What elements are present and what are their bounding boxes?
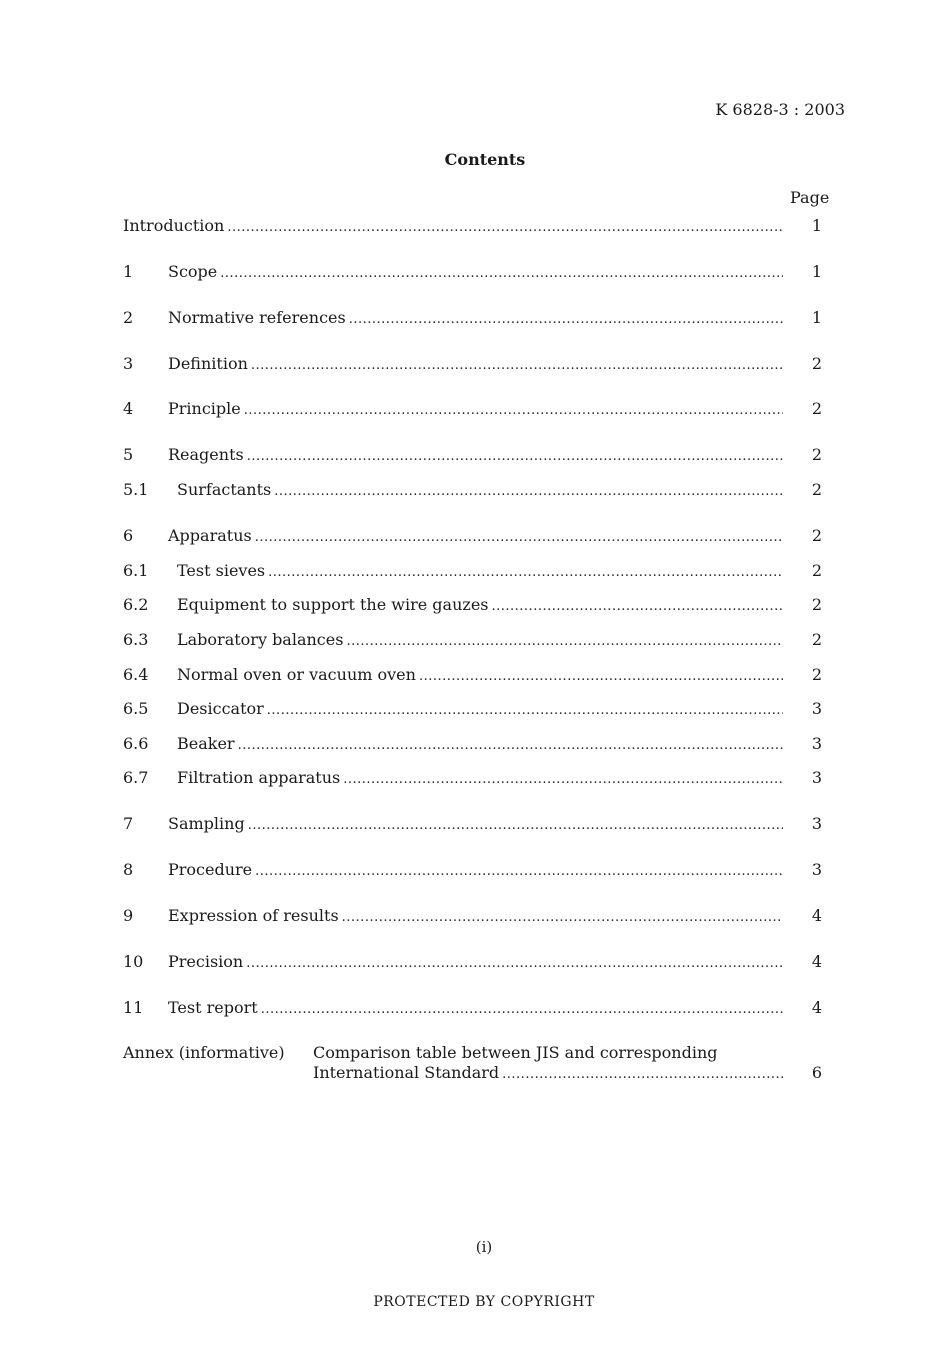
leader-dots <box>419 669 783 684</box>
toc-entry-procedure[interactable] <box>123 860 845 884</box>
annex-prefix: Annex (informative) <box>123 1043 285 1062</box>
toc-entry-page: 4 <box>811 998 822 1017</box>
copyright-notice: PROTECTED BY COPYRIGHT <box>373 1294 595 1310</box>
leader-dots <box>251 358 783 373</box>
toc-entry-number: 6.5 <box>123 699 149 718</box>
annex-title-line-1: Comparison table between JIS and corresponding <box>313 1043 718 1062</box>
toc-entry-definition[interactable] <box>123 354 845 378</box>
toc-entry-page: 6 <box>811 1063 822 1082</box>
toc-entry-page: 3 <box>811 768 822 787</box>
toc-entry-label: Normative references <box>168 308 349 327</box>
toc-entry-test-sieves[interactable] <box>123 561 845 585</box>
leader-dots <box>227 220 783 235</box>
leader-dots <box>255 530 783 545</box>
toc-entry-number: 6.2 <box>123 595 149 614</box>
toc-entry-label: Sampling <box>168 814 248 833</box>
toc-entry-number: 3 <box>123 354 134 373</box>
leader-dots <box>248 818 783 833</box>
toc-entry-label: Procedure <box>168 860 255 879</box>
page-title: Contents <box>444 150 526 169</box>
leader-dots <box>274 484 783 499</box>
leader-dots <box>492 599 784 614</box>
leader-dots <box>502 1067 783 1082</box>
page-number: (i) <box>475 1238 493 1256</box>
leader-dots <box>267 703 783 718</box>
toc-entry-label: Apparatus <box>168 526 255 545</box>
toc-entry-number: 5.1 <box>123 480 149 499</box>
toc-entry-test-report[interactable] <box>123 998 845 1022</box>
toc-entry-page: 3 <box>811 814 822 833</box>
leader-dots <box>255 864 783 879</box>
toc-entry-label: Scope <box>168 262 220 281</box>
toc-entry-page: 1 <box>811 262 822 281</box>
toc-entry-label: Definition <box>168 354 251 373</box>
toc-entry-label: Equipment to support the wire gauzes <box>177 595 492 614</box>
toc-entry-precision[interactable] <box>123 952 845 976</box>
toc-entry-label: Laboratory balances <box>177 630 346 649</box>
toc-entry-desiccator[interactable] <box>123 699 845 723</box>
toc-entry-apparatus[interactable] <box>123 526 845 550</box>
toc-entry-page: 2 <box>811 630 822 649</box>
toc-entry-page: 4 <box>811 952 822 971</box>
toc-entry-scope[interactable] <box>123 262 845 286</box>
document-id: K 6828-3 : 2003 <box>715 100 845 119</box>
toc-entry-number: 6.3 <box>123 630 149 649</box>
toc-entry-label: Test sieves <box>177 561 268 580</box>
toc-entry-number: 11 <box>123 998 144 1017</box>
toc-entry-number: 1 <box>123 262 134 281</box>
page-column-label: Page <box>790 188 830 207</box>
toc-entry-page: 4 <box>811 906 822 925</box>
toc-entry-number: 7 <box>123 814 134 833</box>
toc-entry-beaker[interactable] <box>123 734 845 758</box>
toc-entry-page: 2 <box>811 445 822 464</box>
toc-entry-annex[interactable] <box>123 1043 845 1091</box>
toc-entry-label: Reagents <box>168 445 247 464</box>
toc-entry-number: 10 <box>123 952 144 971</box>
toc-entry-page: 3 <box>811 860 822 879</box>
toc-entry-number: 6.7 <box>123 768 149 787</box>
toc-entry-wire-gauze-equipment[interactable] <box>123 595 845 619</box>
leader-dots <box>261 1002 783 1017</box>
toc-entry-normative-references[interactable] <box>123 308 845 332</box>
toc-entry-page: 2 <box>811 595 822 614</box>
toc-entry-page: 2 <box>811 665 822 684</box>
toc-entry-expression-of-results[interactable] <box>123 906 845 930</box>
toc-entry-label: Beaker <box>177 734 238 753</box>
leader-dots <box>247 449 783 464</box>
toc-entry-page: 1 <box>811 308 822 327</box>
toc-entry-principle[interactable] <box>123 399 845 423</box>
toc-entry-number: 6 <box>123 526 134 545</box>
toc-entry-sampling[interactable] <box>123 814 845 838</box>
leader-dots <box>343 772 783 787</box>
toc-entry-label: Normal oven or vacuum oven <box>177 665 419 684</box>
toc-entry-reagents[interactable] <box>123 445 845 469</box>
toc-entry-page: 1 <box>811 216 822 235</box>
toc-entry-number: 6.4 <box>123 665 149 684</box>
toc-entry-label: Surfactants <box>177 480 274 499</box>
toc-entry-label: Filtration apparatus <box>177 768 343 787</box>
toc-entry-label: Principle <box>168 399 244 418</box>
toc-entry-label: Expression of results <box>168 906 342 925</box>
leader-dots <box>268 565 783 580</box>
toc-entry-page: 3 <box>811 699 822 718</box>
leader-dots <box>342 910 783 925</box>
toc-entry-oven[interactable] <box>123 665 845 689</box>
toc-entry-label: Precision <box>168 952 246 971</box>
toc-entry-number: 6.1 <box>123 561 149 580</box>
toc-entry-page: 3 <box>811 734 822 753</box>
toc-entry-filtration-apparatus[interactable] <box>123 768 845 792</box>
toc-entry-number: 8 <box>123 860 134 879</box>
toc-entry-laboratory-balances[interactable] <box>123 630 845 654</box>
toc-entry-number: 5 <box>123 445 134 464</box>
leader-dots <box>238 738 783 753</box>
leader-dots <box>346 634 783 649</box>
toc-entry-number: 4 <box>123 399 134 418</box>
toc-entry-page: 2 <box>811 526 822 545</box>
toc-entry-surfactants[interactable] <box>123 480 845 504</box>
toc-entry-number: 2 <box>123 308 134 327</box>
leader-dots <box>220 266 783 281</box>
toc-entry-page: 2 <box>811 561 822 580</box>
toc-entry-page: 2 <box>811 399 822 418</box>
leader-dots <box>244 403 783 418</box>
toc-entry-label: Desiccator <box>177 699 267 718</box>
toc-entry-page: 2 <box>811 354 822 373</box>
annex-title-line-2: International Standard <box>313 1063 502 1082</box>
toc-entry-label: Test report <box>168 998 261 1017</box>
toc-entry-number: 6.6 <box>123 734 149 753</box>
leader-dots <box>349 312 783 327</box>
toc-entry-introduction[interactable] <box>123 216 845 240</box>
toc-entry-page: 2 <box>811 480 822 499</box>
leader-dots <box>246 956 783 971</box>
toc-entry-label: Introduction <box>123 216 227 235</box>
toc-entry-number: 9 <box>123 906 134 925</box>
